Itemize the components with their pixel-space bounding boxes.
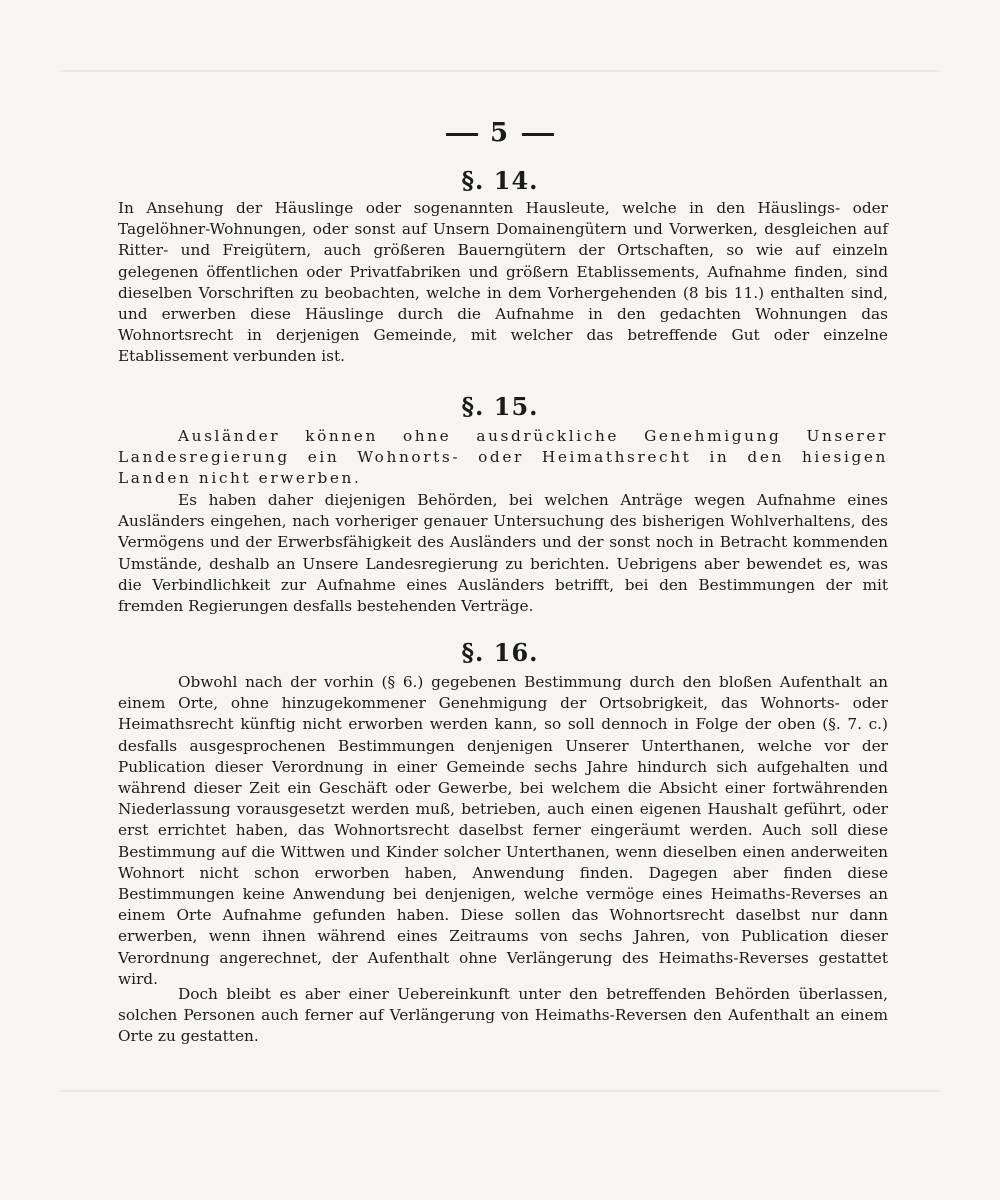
- bleed-through-line: [60, 70, 940, 72]
- bleed-through-line: [60, 1090, 940, 1092]
- section-16-paragraph-1: Obwohl nach der vorhin (§ 6.) gegebenen Bestimmung durch den bloßen Aufenthalt an einem Orte, ohne hinzugekommener Genehmigung der Ortsobrigkeit, das Wohnorts- oder Heimathsrecht künftig nicht erworben werden kann, so soll dennoch in Folge der oben (§. 7. c.) desfalls ausgesprochenen Bestimmungen denjenigen Unserer Unterthanen, welche vor der Publication dieser Verordnung in einer Gemeinde sechs Jahre hindurch sich aufgehalten und während dieser Zeit ein Geschäft oder Gewerbe, bei welchem die Absicht einer fortwährenden Niederlassung vorausgesetzt werden muß, betrieben, auch einen eigenen Haushalt geführt, oder erst errichtet haben, das Wohnortsrecht daselbst ferner eingeräumt werden. Auch soll diese Bestimmung auf die Wittwen und Kinder solcher Unterthanen, wenn dieselben einen anderweiten Wohnort nicht schon erworben haben, Anwendung finden. Dagegen aber finden diese Bestimmungen keine Anwendung bei denjenigen, welche vermöge eines Heimaths-Reverses an einem Orte Aufnahme gefunden haben. Diese sollen das Wohnortsrecht daselbst nur dann erwerben, wenn ihnen während eines Zeitraums von sechs Jahren, von Publication dieser Verordnung angerechnet, der Aufenthalt ohne Verlängerung des Heimaths-Reverses gestattet wird.: [118, 673, 888, 988]
- page-header: [0, 118, 1000, 148]
- section-15-paragraph-2: Es haben daher diejenigen Behörden, bei welchen Anträge wegen Aufnahme eines Ausländers eingehen, nach vorheriger genauer Untersuchung des bisherigen Wohlverhaltens, des Vermögens und der Erwerbsfähigkeit des Ausländers und der sonst noch in Betracht kommenden Umstände, deshalb an Unsere Landesregierung zu berichten. Uebrigens aber bewendet es, was die Verbindlichkeit zur Aufnahme eines Ausländers betrifft, bei den Bestimmungen der mit fremden Regierungen desfalls bestehenden Verträge.: [118, 491, 888, 616]
- section-title-15: §. 15.: [461, 392, 539, 421]
- section-16-paragraph-2: Doch bleibt es aber einer Uebereinkunft unter den betreffenden Behörden überlassen, solchen Personen auch ferner auf Verlängerung von Heimaths-Reversen den Aufenthalt an einem Orte zu gestatten.: [118, 985, 888, 1046]
- header-dash-right: [522, 133, 554, 136]
- section-title-16: §. 16.: [461, 638, 539, 667]
- header-dash-left: [446, 133, 478, 136]
- section-title-14: §. 14.: [461, 166, 539, 195]
- section-14-paragraph-1: In Ansehung der Häuslinge oder sogenannten Hausleute, welche in den Häuslings- oder Tagelöhner-Wohnungen, oder sonst auf Unsern Domainengütern und Vorwerken, desgleichen auf Ritter- und Freigütern, auch größeren Bauerngütern der Ortschaften, so wie auf einzeln gelegenen öffentlichen oder Privatfabriken und größern Etablissements, Aufnahme finden, sind dieselben Vorschriften zu beobachten, welche in dem Vorhergehenden (8 bis 11.) enthalten sind, und erwerben diese Häuslinge durch die Aufnahme in den gedachten Wohnungen das Wohnortsrecht in derjenigen Gemeinde, mit welcher das betreffende Gut oder einzelne Etablissement verbunden ist.: [118, 199, 888, 366]
- page-number: 5: [489, 118, 511, 148]
- section-15-paragraph-1: Ausländer können ohne ausdrückliche Genehmigung Unserer Landesregierung ein Wohnorts- oder Heimathsrecht in den hiesigen Landen nicht erwerben.: [118, 427, 888, 488]
